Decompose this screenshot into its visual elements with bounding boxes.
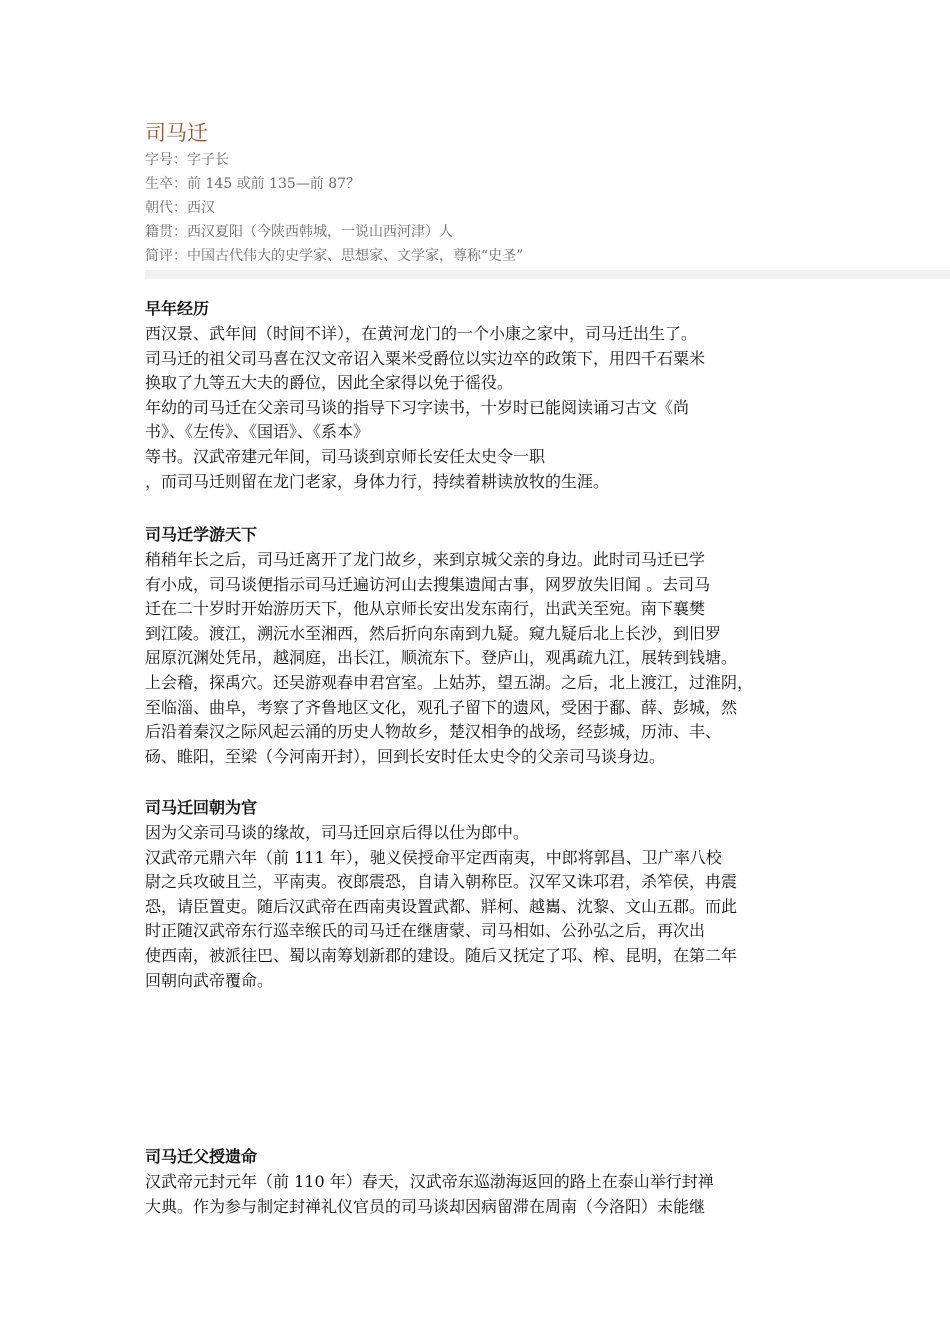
section-travels — [145, 522, 820, 769]
text-line: 司马迁的祖父司马喜在汉文帝诏入粟米受爵位以实边卒的政策下，用四千石粟米 — [145, 348, 706, 368]
text-line: 砀、睢阳，至梁（今河南开封），回到长安时任太史令的父亲司马谈身边。 — [145, 746, 666, 766]
page-title: 司马迁 — [145, 121, 208, 145]
section-heading: 司马迁父授遗命 — [145, 1147, 258, 1166]
profile-header — [145, 118, 905, 268]
section-official — [145, 795, 820, 993]
text-line: 屈原沉渊处凭吊，越洞庭，出长江，顺流东下。登庐山，观禹疏九江，展转到钱塘。 — [145, 648, 738, 668]
section-heading: 司马迁学游天下 — [145, 525, 258, 544]
text-line: 使西南，被派往巴、蜀以南筹划新郡的建设。随后又抚定了邛、榨、昆明，在第二年 — [145, 945, 738, 965]
header-divider — [145, 270, 950, 279]
text-line: 恐，请臣置吏。随后汉武帝在西南夷设置武都、牂柯、越巂、沈黎、文山五郡。而此 — [145, 896, 738, 916]
lifespan: 生卒：前 145 或前 135—前 87？ — [145, 176, 361, 192]
section-heading: 早年经历 — [145, 299, 210, 318]
text-line: 有小成，司马谈便指示司马迁遍访河山去搜集遗闻古事，网罗放失旧闻 。去司马 — [145, 574, 711, 594]
text-line: 年幼的司马迁在父亲司马谈的指导下习字读书，十岁时已能阅读诵习古文《尚 — [145, 397, 690, 417]
text-line: 等书。汉武帝建元年间，司马谈到京师长安任太史令一职 — [145, 446, 546, 466]
text-line: 换取了九等五大夫的爵位，因此全家得以免于徭役。 — [145, 373, 514, 393]
text-line: 西汉景、武年间（时间不详），在黄河龙门的一个小康之家中，司马迁出生了。 — [145, 324, 698, 343]
section-early-life — [145, 296, 820, 494]
text-line: 到江陵。渡江，溯沅水至湘西，然后折向东南到九疑。窥九疑后北上长沙，到旧罗 — [145, 623, 722, 643]
text-line: 后沿着秦汉之际风起云涌的历史人物故乡，楚汉相争的战场，经彭城，历沛、丰、 — [145, 722, 722, 742]
dynasty: 朝代：西汉 — [145, 200, 215, 216]
section-heading: 司马迁回朝为官 — [145, 798, 258, 817]
text-line: ，而司马迁则留在龙门老家，身体力行，持续着耕读放牧的生涯。 — [145, 471, 610, 491]
comment: 简评：中国古代伟大的史学家、思想家、文学家，尊称“史圣” — [145, 248, 524, 264]
text-line: 回朝向武帝覆命。 — [145, 970, 274, 990]
text-line: 迁在二十岁时开始游历天下，他从京师长安出发东南行，出武关至宛。南下襄樊 — [145, 599, 706, 619]
text-line: 因为父亲司马谈的缘故，司马迁回京后得以仕为郎中。 — [145, 823, 530, 842]
text-line: 稍稍年长之后，司马迁离开了龙门故乡，来到京城父亲的身边。此时司马迁已学 — [145, 550, 706, 569]
courtesy-name: 字号：字子长 — [145, 152, 229, 168]
text-line: 汉武帝元鼎六年（前 111 年），驰义侯授命平定西南夷，中郎将郭昌、卫广率八校 — [145, 847, 722, 867]
text-line: 上会稽，探禹穴。还吴游观春申君宫室。上姑苏，望五湖。之后，北上渡江，过淮阴， — [145, 672, 754, 692]
text-line: 大典。作为参与制定封禅礼仪官员的司马谈却因病留滞在周南（今洛阳）未能继 — [145, 1196, 706, 1216]
text-line: 汉武帝元封元年（前 110 年）春天，汉武帝东巡渤海返回的路上在泰山举行封禅 — [145, 1172, 714, 1191]
text-line: 时正随汉武帝东行巡幸缑氏的司马迁在继唐蒙、司马相如、公孙弘之后，再次出 — [145, 921, 706, 941]
section-father-will — [145, 1144, 820, 1219]
origin: 籍贯：西汉夏阳（今陕西韩城，一说山西河津）人 — [145, 224, 453, 240]
text-line: 书》、《左传》、《国语》、《系本》 — [145, 422, 370, 442]
text-line: 至临淄、曲阜，考察了齐鲁地区文化，观孔子留下的遗风，受困于鄱、薛、彭城，然 — [145, 697, 738, 717]
text-line: 尉之兵攻破且兰，平南夷。夜郎震恐，自请入朝称臣。汉军又诛邛君，杀笮侯，冉震 — [145, 872, 738, 892]
